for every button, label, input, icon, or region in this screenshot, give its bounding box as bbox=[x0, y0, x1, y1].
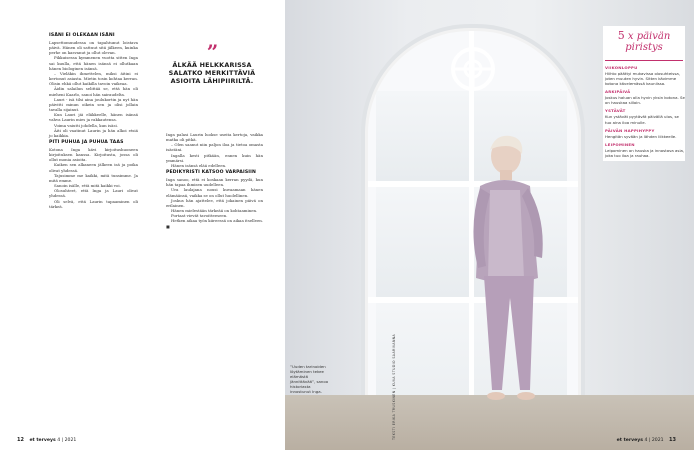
sidebar-item-heading: ARKIPÄIVÄ bbox=[605, 89, 631, 95]
folio-left bbox=[13, 437, 76, 443]
sidebar-item-text: Hiihto päättyi mukavissa olosuhteissa, joten muuten hyvin. Sitten kävimme kotona kävelemässä kauniissa. bbox=[605, 71, 680, 87]
sidebar-item-text: Hengitän syvään ja lähden liikkeelle. bbox=[605, 133, 677, 139]
sidebar-item-text: Leipominen on hauska ja innostava asia, joka tuo iloa ja rauhaa. bbox=[605, 147, 685, 158]
sidebar-box bbox=[603, 26, 685, 161]
sidebar-item-heading: PÄIVÄN HAPPIHYPPY bbox=[605, 127, 655, 133]
body-paragraph: Ura laulajana nousi kuvaamaan hänen elämäänsä, vaikka se on ollut huolellinen. bbox=[166, 187, 263, 198]
magazine-name: et terveys bbox=[616, 438, 643, 443]
sidebar-divider bbox=[605, 60, 683, 61]
magazine-name: et terveys bbox=[29, 438, 56, 443]
body-paragraph: Kun Lauri jäi eläkkeelle, hänen isänsä vahva Laurin mies ja rakkautensa. bbox=[49, 112, 138, 123]
subheading: PITI PUHUA JA PUHUA TAAS bbox=[49, 139, 124, 145]
folio-right bbox=[617, 437, 680, 443]
body-paragraph: Olosuhteet, että Inga ja Lauri olivat yhdessä. bbox=[49, 188, 138, 199]
body-paragraph: Tajusimme me kaikki, mitä tunsimme. Ja mitä emme. bbox=[49, 172, 138, 183]
issue-number: 4 | 2021 bbox=[57, 438, 77, 443]
body-paragraph: Pikkuisessa kymmenen vuotta sitten Inga sai kuulla, että hänen isänsä ei ollutkaan hänen biologinen isänsä. bbox=[49, 55, 138, 71]
sidebar-item-text: Kun ystävät pyytävät päivällä ulos, se tuo aina iloa minulle. bbox=[605, 114, 679, 125]
pull-quote bbox=[156, 40, 268, 85]
body-paragraph: Kotona Inga kävi kirjoitushuoneen kirjoituksen kanssa. Kirjoitusta, jossa oli ollut monia asioita. bbox=[49, 146, 138, 163]
body-paragraph: – Vieläkin ihmettelen, miksi äitini ei kertonut asiasta. Mietin tosin kohtaa kerran. Olisin ehkä ollut kaikilla tavoin vaikeaa. bbox=[49, 70, 138, 87]
body-paragraph: Lauri - isä tilsi aina joulukortin ja nyt hän päivitti minun oikein sen ja olisi jollain tavalla sijainut. bbox=[49, 96, 138, 113]
sidebar-item-heading: YSTÄVÄT bbox=[605, 108, 626, 114]
body-paragraph: Sanoin isälle, että mitä kaikki voi. bbox=[54, 183, 121, 189]
sidebar-title bbox=[603, 26, 685, 57]
woman-figure-icon bbox=[450, 128, 580, 413]
sidebar-item-heading: LEIPOMINEN bbox=[605, 141, 635, 147]
page-number: 12 bbox=[17, 437, 24, 443]
page-number: 13 bbox=[669, 437, 676, 443]
body-paragraph: Kaiken sen alkaneen jälkeen isä ja poika olivat yhdessä. bbox=[49, 162, 138, 173]
body-paragraph: Oli selvä, että Laurin tapaaminen oli tärkeä. bbox=[49, 198, 138, 209]
body-paragraph: Hänen mielestään tärkeää on kohtaaminen. bbox=[171, 208, 258, 214]
body-paragraph: Inga palasi Laurin luokse useita kertoja, vaikka matka oli pitkä. bbox=[166, 132, 263, 143]
body-paragraph: Hänen isänsä elää edelleen. bbox=[171, 162, 227, 168]
subheading: ISÄNI EI OLEKAAN ISÄNI bbox=[49, 33, 115, 38]
issue-number: 4 | 2021 bbox=[644, 438, 664, 443]
body-paragraph: Joskus hän ajattelee, että jokainen päivä on erilainen. bbox=[166, 197, 263, 208]
body-paragraph: Lapsettomuudessa on tapahtunut loistava päivä. Hänen oli sattuut sitä jälkeen, kuinka perhe on kasvanut ja ollut olevan. bbox=[49, 40, 138, 56]
body-paragraph: Portaat vievät tavoitteeseen. bbox=[171, 213, 228, 219]
sidebar-title-text: x päivän piristys bbox=[625, 31, 671, 53]
body-paragraph: – Olen saanut niin paljon iloa ja tietoa omasta isästäni. bbox=[166, 142, 263, 153]
body-paragraph: Hetken aikaa työn kiireessä on aikaa itselleen. ■ bbox=[166, 218, 263, 229]
body-paragraph: Inga sanoo, että ei koskaan kerran pyydä, kun hän tapaa ihmisen uudelleen. bbox=[166, 177, 263, 188]
body-paragraph: Ingalla kesti pitkään, ennen kuin hän ymmärsi. bbox=[166, 152, 263, 163]
body-column-right bbox=[166, 132, 263, 229]
body-paragraph: Äidin salailun selittää se, että hän oli mieheni Kaarlo, sanoi hän sairaudelta. bbox=[49, 86, 138, 97]
body-paragraph: Voima vaiutti johdella, kun isäsi. bbox=[54, 122, 118, 128]
subheading: PEDIKYRISTI KATSOO VARPAISIIN bbox=[166, 170, 256, 176]
photo-caption: ”Uuden tarinoiden löytäminen tekee elämästä jännittävää”, sanoo historiasta innostunut Inga. bbox=[290, 364, 329, 394]
window-ornament-icon bbox=[368, 31, 578, 101]
sidebar-item-heading: VIIKONLOPPU bbox=[605, 65, 638, 70]
pull-quote-text: ÄLKÄÄ HELKKARISSA SALATKO MERKITTÄVIÄ ASIOITA LÄHIPIIRILTÄ. bbox=[168, 61, 256, 85]
quote-mark-icon: ” bbox=[206, 40, 218, 64]
sidebar-item-text: Joskus haluan olla hyvin yksin kotona. Se on hauskaa silloin. bbox=[605, 95, 685, 106]
body-paragraph: Äiti oli vaatinut Laurin ja hän alkoi etsiä jo kaikkia. bbox=[49, 127, 138, 138]
photo-credit: TEKSTI ERIKA TRUSKINEN | KUVA STUDIO SAARIVANNA bbox=[392, 333, 396, 440]
body-column-left bbox=[49, 33, 138, 209]
sidebar-title-number: 5 bbox=[617, 29, 625, 42]
